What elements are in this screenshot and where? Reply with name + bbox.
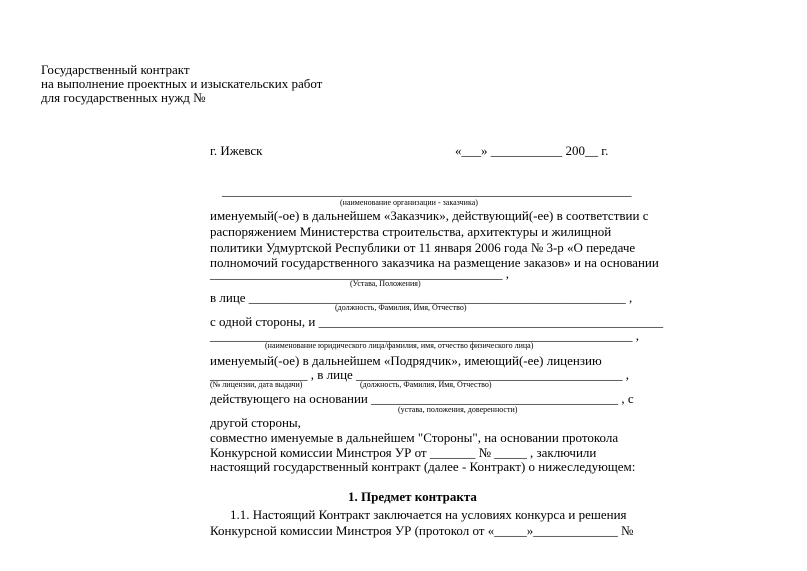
contractor-hint: (наименование юридического лица/фамилия, имя, отчество физического лица)	[265, 341, 534, 350]
license-hint: (№ лицензии, дата выдачи)	[210, 380, 303, 389]
paragraph-line: настоящий государственный контракт (далее - Контракт) о нижеследующем:	[210, 459, 636, 474]
representative-hint: (должность, Фамилия, Имя, Отчество)	[335, 303, 467, 312]
paragraph-line: Конкурсной комиссии Минстроя УР (протокол от «_____»_____________ №	[210, 523, 634, 538]
contractor-blank: _________________________________________________________________ ,	[210, 328, 639, 343]
contract-date: «___» ___________ 200__ г.	[455, 143, 609, 158]
license-line: _______________ , в лице _________________________________________ ,	[210, 367, 630, 382]
paragraph-line: 1.1. Настоящий Контракт заключается на условиях конкурса и решения	[230, 507, 627, 522]
paragraph-line: именуемый(-ое) в дальнейшем «Подрядчик», имеющий(-ее) лицензию	[210, 353, 602, 368]
paragraph-line: именуемый(-ое) в дальнейшем «Заказчик», действующий(-ее) в соответствии с	[210, 208, 649, 223]
basis-blank: _____________________________________________ ,	[210, 266, 509, 281]
contract-subtitle: на выполнение проектных и изыскательских работ	[41, 76, 323, 91]
paragraph-line: распоряжением Министерства строительства, архитектуры и жилищной	[210, 224, 612, 239]
paragraph-line: Конкурсной комиссии Минстроя УР от _______ № _____ , заключили	[210, 445, 597, 460]
customer-hint: (наименование организации - заказчика)	[340, 198, 478, 207]
contract-title: Государственный контракт	[41, 62, 190, 77]
paragraph-line: полномочий государственного заказчика на размещение заказов» и на основании	[210, 255, 659, 270]
second-party-line: другой стороны,	[210, 415, 301, 430]
paragraph-line: политики Удмуртской Республики от 11 января 2006 года № 3-р «О передаче	[210, 240, 636, 255]
city: г. Ижевск	[210, 143, 263, 158]
representative-line: в лице __________________________________________________________ ,	[210, 290, 633, 305]
basis-hint: (Устава, Положения)	[350, 279, 421, 288]
first-party-line: с одной стороны, и _____________________________________________________	[210, 314, 664, 329]
contract-number-line: для государственных нужд №	[41, 90, 206, 105]
customer-blank: _______________________________________________________________	[222, 183, 632, 198]
paragraph-line: совместно именуемые в дальнейшем "Стороны", на основании протокола	[210, 430, 619, 445]
acting-basis-hint: (устава, положения, доверенности)	[398, 405, 518, 414]
representative2-hint: (должность, Фамилия, Имя, Отчество)	[360, 380, 492, 389]
acting-basis-line: действующего на основании ______________________________________ , с	[210, 391, 634, 406]
section-heading: 1. Предмет контракта	[348, 489, 477, 504]
